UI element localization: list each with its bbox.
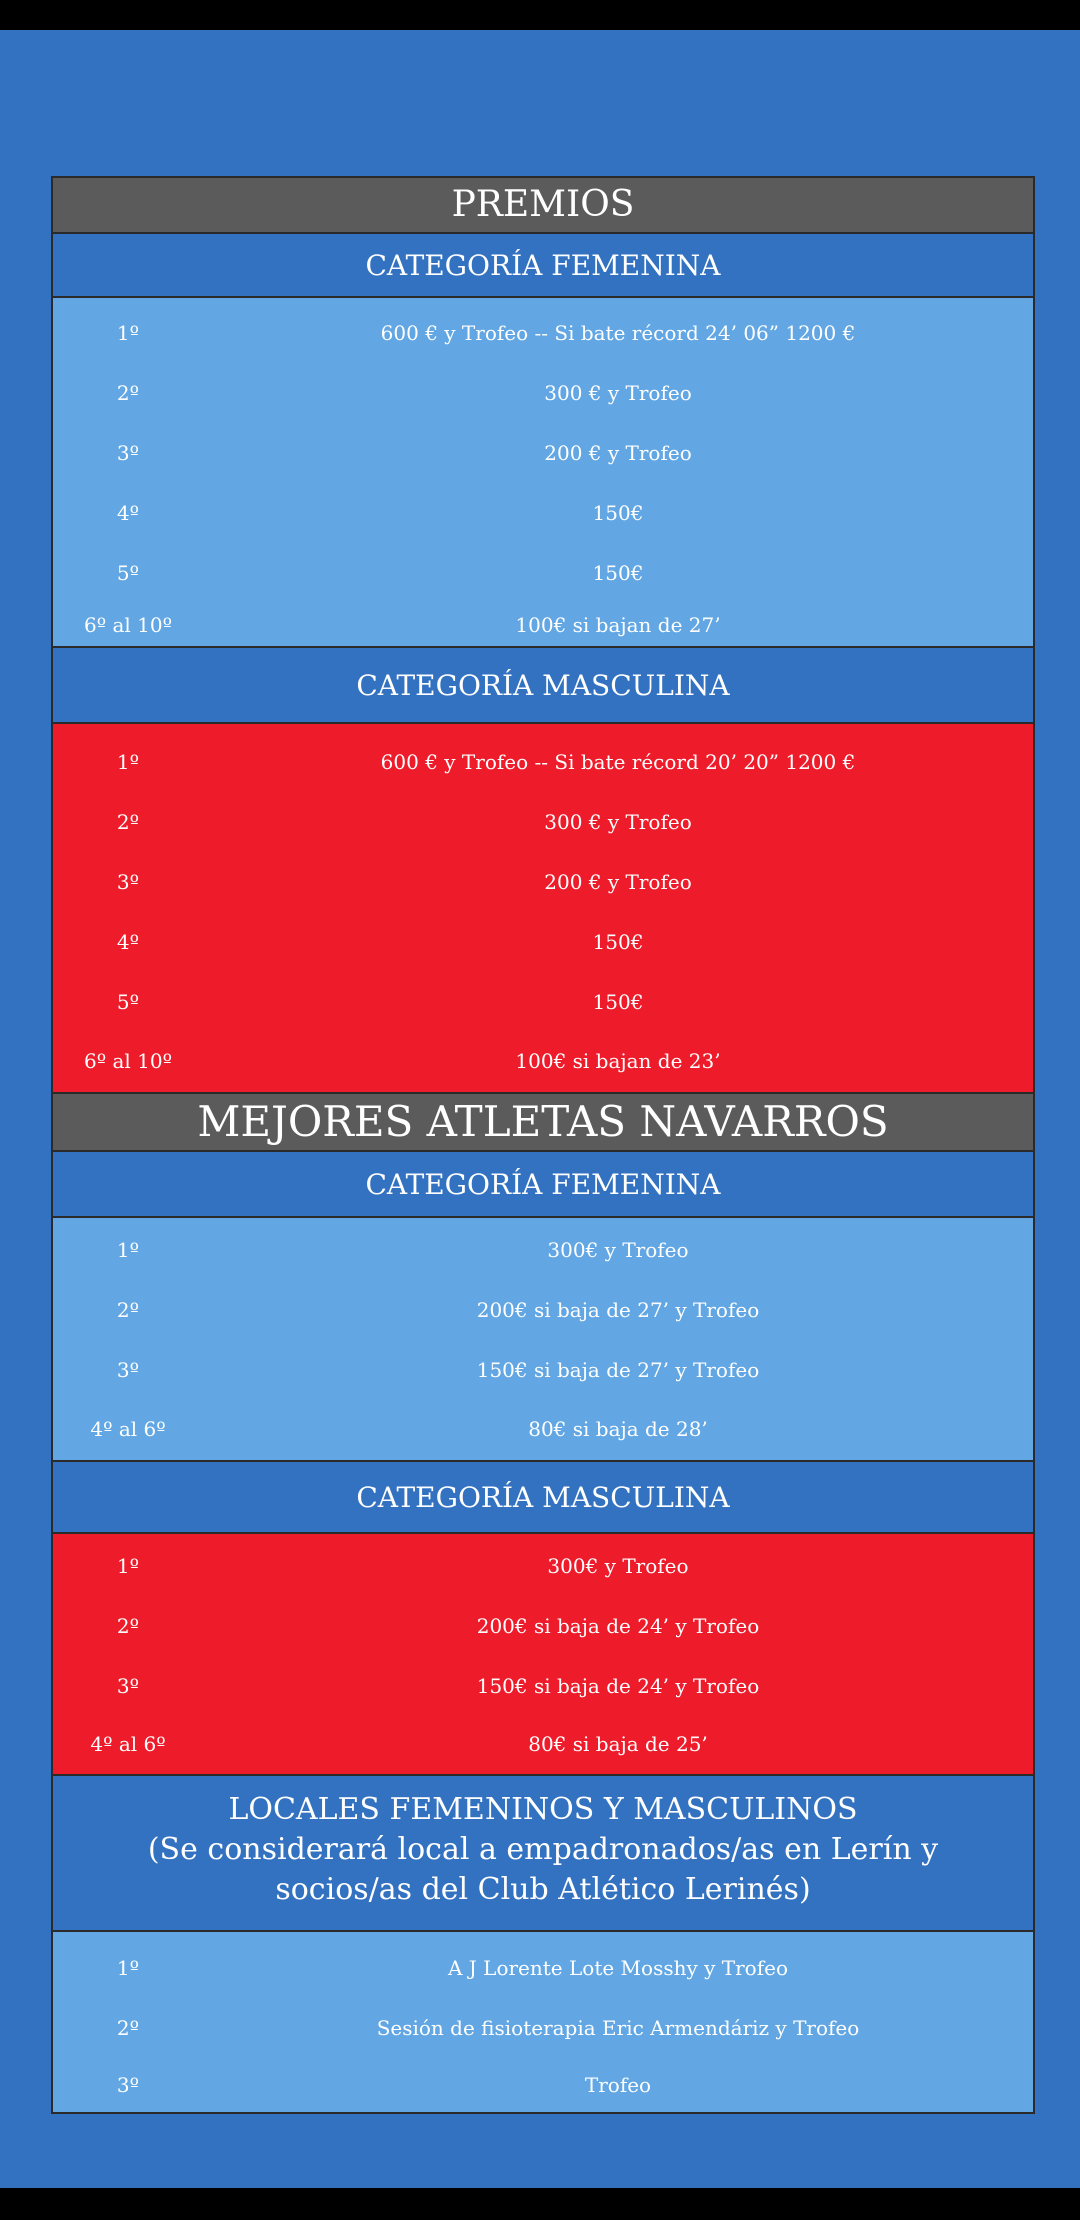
locales-heading: [53, 1776, 1033, 1932]
position-label: 3º: [116, 2073, 140, 2097]
table-row: [53, 1656, 1033, 1716]
prize-text: 300 € y Trofeo: [544, 810, 692, 834]
table-row: [53, 972, 1033, 1032]
navarros-fem-heading: CATEGORÍA FEMENINA: [53, 1152, 1033, 1218]
prize-text: A J Lorente Lote Mosshy y Trofeo: [447, 1956, 789, 1980]
prize-text: 150€ si baja de 24’ y Trofeo: [476, 1674, 760, 1698]
table-row: [53, 792, 1033, 852]
position-label: 4º: [116, 501, 140, 525]
position-label: 1º: [116, 1554, 140, 1578]
table-row: [53, 1536, 1033, 1596]
prize-text: 300 € y Trofeo: [544, 381, 692, 405]
prize-text: 600 € y Trofeo -- Si bate récord 20’ 20” 1200 €: [380, 750, 856, 774]
table-row: [53, 1220, 1033, 1280]
prize-text: 150€: [592, 990, 644, 1014]
position-label: 1º: [116, 320, 140, 345]
position-label: 5º: [116, 990, 140, 1014]
table-row: [53, 1998, 1033, 2058]
table-row: [53, 1400, 1033, 1458]
position-label: 5º: [116, 561, 140, 585]
prize-text: 300€ y Trofeo: [547, 1554, 689, 1578]
prize-text: 150€: [592, 930, 644, 954]
table-row: [53, 732, 1033, 792]
locales-table: [53, 1932, 1033, 2112]
table-row: [53, 603, 1033, 647]
prize-text: 200 € y Trofeo: [544, 870, 692, 894]
navarros-fem-table: [53, 1218, 1033, 1462]
table-row: [53, 483, 1033, 543]
table-row: [53, 852, 1033, 912]
prize-text: 150€: [592, 501, 644, 525]
prize-text: 300€ y Trofeo: [547, 1238, 689, 1262]
table-row: [53, 1596, 1033, 1656]
prize-text: 100€ si bajan de 27’: [515, 613, 721, 637]
navarros-masc-table: [53, 1534, 1033, 1776]
locales-title: LOCALES FEMENINOS Y MASCULINOS: [228, 1792, 858, 1827]
position-label: 4º: [116, 930, 140, 954]
position-label: 4º al 6º: [90, 1417, 166, 1441]
table-row: [53, 2058, 1033, 2112]
table-row: [53, 1716, 1033, 1772]
table-row: [53, 1280, 1033, 1340]
table-row: [53, 1938, 1033, 1998]
table-row: [53, 423, 1033, 483]
position-label: 1º: [116, 1238, 140, 1262]
navarros-title: MEJORES ATLETAS NAVARROS: [53, 1094, 1033, 1152]
prize-text: 80€ si baja de 25’: [528, 1732, 708, 1756]
position-label: 3º: [116, 1358, 140, 1382]
prize-text: 200€ si baja de 24’ y Trofeo: [476, 1614, 760, 1638]
position-label: 3º: [116, 441, 140, 465]
position-label: 3º: [116, 870, 140, 894]
locales-note-line: socios/as del Club Atlético Lerinés): [275, 1872, 811, 1907]
table-row: [53, 302, 1033, 363]
position-label: 1º: [116, 750, 140, 774]
navarros-masc-heading: CATEGORÍA MASCULINA: [53, 1462, 1033, 1534]
prize-text: 200€ si baja de 27’ y Trofeo: [476, 1298, 760, 1322]
position-label: 4º al 6º: [90, 1732, 166, 1756]
premios-masc-heading: CATEGORÍA MASCULINA: [53, 648, 1033, 724]
prize-text: 100€ si bajan de 23’: [515, 1049, 721, 1073]
position-label: 6º al 10º: [83, 1049, 173, 1073]
premios-fem-table: [53, 298, 1033, 648]
prize-text: 80€ si baja de 28’: [528, 1417, 708, 1441]
position-label: 3º: [116, 1674, 140, 1698]
table-row: [53, 543, 1033, 603]
position-label: 2º: [116, 2016, 140, 2040]
premios-fem-heading: CATEGORÍA FEMENINA: [53, 234, 1033, 298]
prize-text: 150€ si baja de 27’ y Trofeo: [476, 1358, 760, 1382]
position-label: 2º: [116, 1298, 140, 1322]
table-row: [53, 912, 1033, 972]
table-row: [53, 1340, 1033, 1400]
poster-background: [0, 30, 1080, 2188]
premios-title: PREMIOS: [53, 178, 1033, 234]
position-label: 6º al 10º: [83, 613, 173, 637]
prizes-board: [51, 176, 1035, 2114]
prize-text: 150€: [592, 561, 644, 585]
position-label: 1º: [116, 1956, 140, 1980]
premios-masc-table: [53, 724, 1033, 1094]
table-row: [53, 1032, 1033, 1090]
prize-text: 600 € y Trofeo -- Si bate récord 24’ 06” 1200 €: [380, 320, 856, 345]
prize-text: Trofeo: [584, 2073, 652, 2097]
table-row: [53, 363, 1033, 423]
position-label: 2º: [116, 1614, 140, 1638]
position-label: 2º: [116, 381, 140, 405]
position-label: 2º: [116, 810, 140, 834]
locales-note-line: (Se considerará local a empadronados/as en Lerín y: [147, 1832, 939, 1867]
prize-text: Sesión de fisioterapia Eric Armendáriz y Trofeo: [376, 2016, 860, 2040]
prize-text: 200 € y Trofeo: [544, 441, 692, 465]
